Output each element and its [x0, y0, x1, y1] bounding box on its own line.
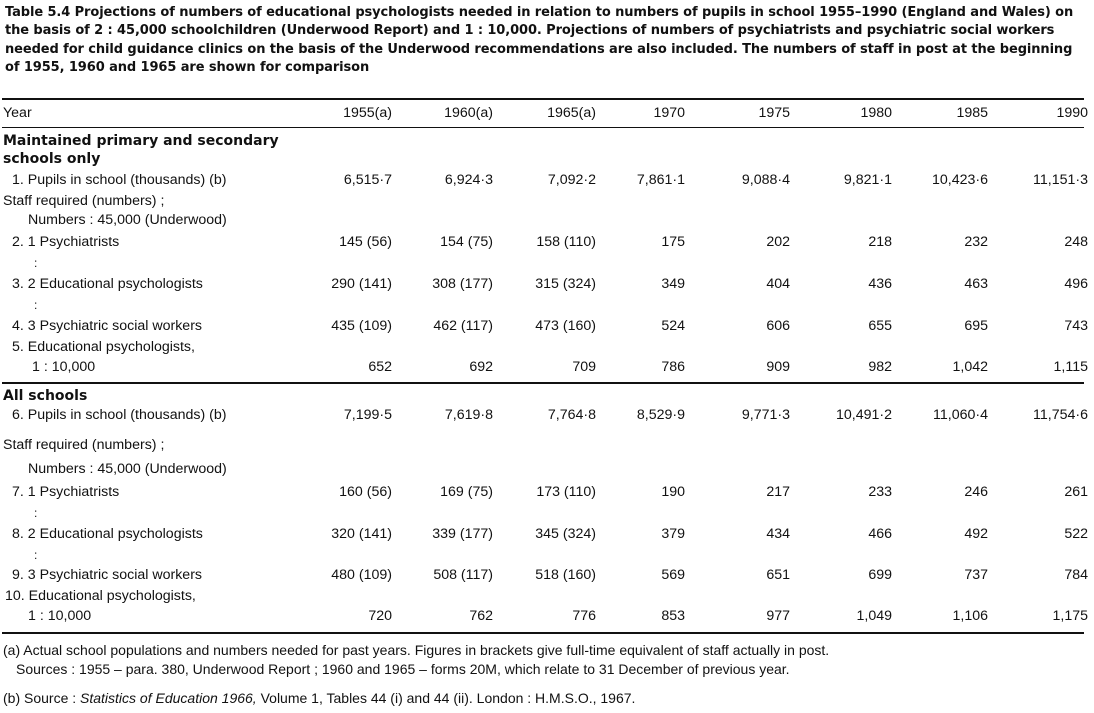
row-edpsych-all-cell: 466: [868, 526, 892, 542]
row-psw-all-cell: 508 (117): [433, 567, 493, 583]
row-label: 7. 1 Psychiatrists: [12, 484, 120, 500]
row-edpsych-maintained-cell: 349: [661, 276, 685, 292]
row-edpsych-10000-all-cell: 720: [368, 608, 392, 624]
row-label: 2. 1 Psychiatrists: [12, 234, 120, 250]
header-year-column: 1960(a): [444, 105, 493, 121]
row-edpsych-10000-all-cell: 977: [766, 608, 790, 624]
row-psychiatrists-maintained-cell: 175: [661, 234, 685, 250]
table-bottom-rule: [2, 632, 1084, 634]
row-psychiatrists-maintained-cell: 145 (56): [339, 234, 392, 250]
row-label: 6. Pupils in school (thousands) (b): [12, 407, 227, 423]
row-pupils-maintained-cell: 10,423·6: [931, 172, 988, 188]
row-psychiatrists-maintained-cell: 232: [964, 234, 988, 250]
row-edpsych-10000-maintained-cell: 786: [661, 359, 685, 375]
row-edpsych-maintained-cell: 290 (141): [331, 276, 392, 292]
row-edpsych-10000-all-cell: 1,106: [952, 608, 988, 624]
row-pupils-maintained-cell: 6,515·7: [343, 172, 392, 188]
table-title: Table 5.4 Projections of numbers of educational psychologists needed in relation to numbers of pupils in school 1955–1990 (England and Wales) on the basis of 2 : 45,000 schoolchildren (Underwood Report) and 1 : 10,000. Projections of numbers of psychiatrists and psychiatric social workers needed for child guidance clinics on the basis of the Underwood recommendations are also included. The numbers of staff in post at the beginning of 1955, 1960 and 1965 are shown for comparison: [5, 5, 1074, 76]
row-pupils-maintained-cell: 9,821·1: [843, 172, 892, 188]
row-psychiatrists-all-cell: 217: [766, 484, 790, 500]
row-edpsych-10000-all-cell: 1,049: [856, 608, 892, 624]
header-year-column: 1975: [758, 105, 790, 121]
row-edpsych-10000-all-cell: 762: [469, 608, 493, 624]
row-psw-maintained-cell: 695: [964, 318, 988, 334]
row-edpsych-all-cell: 434: [766, 526, 790, 542]
row-pupils-maintained-cell: 6,924·3: [444, 172, 493, 188]
row-label: 9. 3 Psychiatric social workers: [12, 567, 203, 583]
row-pupils-all-cell: 7,619·8: [444, 407, 493, 423]
row-psw-maintained-cell: 524: [661, 318, 685, 334]
footnote-a-line2: Sources : 1955 – para. 380, Underwood Report ; 1960 and 1965 – forms 20M, which relate to 31 December of previous year.: [16, 661, 790, 677]
row-psw-all-cell: 569: [661, 567, 685, 583]
header-year-column: 1980: [860, 105, 892, 121]
staff-required-label: Staff required (numbers) ;: [3, 193, 165, 209]
header-year-column: 1990: [1056, 105, 1088, 121]
row-psychiatrists-all-cell: 233: [868, 484, 892, 500]
row-psw-maintained-cell: 743: [1064, 318, 1088, 334]
row-label: 5. Educational psychologists,: [12, 339, 195, 355]
row-label: 10. Educational psychologists,: [5, 588, 196, 604]
row-psychiatrists-all-cell: 169 (75): [440, 484, 493, 500]
ratio-colon: :: [34, 298, 38, 312]
staff-required-label: Staff required (numbers) ;: [3, 437, 165, 453]
row-psw-all-cell: 651: [766, 567, 790, 583]
row-edpsych-all-cell: 522: [1064, 526, 1088, 542]
ratio-colon: :: [34, 548, 38, 562]
row-psw-all-cell: 699: [868, 567, 892, 583]
row-psw-all-cell: 737: [964, 567, 988, 583]
row-psychiatrists-all-cell: 261: [1064, 484, 1088, 500]
row-edpsych-all-cell: 320 (141): [331, 526, 392, 542]
footnote-b-prefix: (b) Source :: [3, 690, 81, 706]
row-psw-all-cell: 784: [1064, 567, 1088, 583]
numbers-underwood-label: Numbers : 45,000 (Underwood): [28, 212, 227, 228]
header-year-column: 1970: [653, 105, 685, 121]
header-bottom-rule: [2, 127, 1084, 128]
row-pupils-maintained-cell: 11,151·3: [1033, 172, 1088, 188]
row-psw-all-cell: 518 (160): [535, 567, 596, 583]
row-edpsych-maintained-cell: 315 (324): [535, 276, 596, 292]
row-edpsych-10000-maintained-cell: 1,042: [952, 359, 988, 375]
row-label: 4. 3 Psychiatric social workers: [12, 318, 203, 334]
header-year-column: 1965(a): [547, 105, 596, 121]
row-psw-maintained-cell: 655: [868, 318, 892, 334]
row-edpsych-maintained-cell: 496: [1064, 276, 1088, 292]
row-pupils-all-cell: 11,754·6: [1033, 407, 1088, 423]
row-psychiatrists-all-cell: 160 (56): [339, 484, 392, 500]
row-psw-maintained-cell: 435 (109): [331, 318, 392, 334]
footnote-a-line1: (a) Actual school populations and numbers needed for past years. Figures in brackets give full-time equivalent of staff actually in post.: [3, 642, 830, 658]
row-pupils-all-cell: 8,529·9: [636, 407, 685, 423]
row-edpsych-10000-all-cell: 1,175: [1052, 608, 1088, 624]
row-edpsych-maintained-cell: 404: [766, 276, 790, 292]
row-label-ratio: 1 : 10,000: [32, 359, 96, 375]
row-label: 8. 2 Educational psychologists: [12, 526, 203, 542]
section-title-maintained-2: schools only: [3, 151, 101, 167]
row-psw-all-cell: 480 (109): [331, 567, 392, 583]
ratio-colon: :: [34, 506, 38, 520]
header-year: Year: [3, 105, 32, 121]
row-psychiatrists-maintained-cell: 248: [1064, 234, 1088, 250]
row-label-ratio: 1 : 10,000: [28, 608, 92, 624]
row-psw-maintained-cell: 606: [766, 318, 790, 334]
row-edpsych-maintained-cell: 436: [868, 276, 892, 292]
row-pupils-all-cell: 9,771·3: [741, 407, 790, 423]
row-pupils-all-cell: 7,764·8: [547, 407, 596, 423]
row-pupils-all-cell: 7,199·5: [343, 407, 392, 423]
row-edpsych-10000-maintained-cell: 709: [572, 359, 596, 375]
row-label: 1. Pupils in school (thousands) (b): [12, 172, 227, 188]
row-psychiatrists-maintained-cell: 202: [766, 234, 790, 250]
row-psychiatrists-maintained-cell: 154 (75): [440, 234, 493, 250]
footnote-b-rest: Volume 1, Tables 44 (i) and 44 (ii). London : H.M.S.O., 1967.: [256, 690, 636, 706]
row-edpsych-10000-maintained-cell: 909: [766, 359, 790, 375]
row-label: 3. 2 Educational psychologists: [12, 276, 203, 292]
row-edpsych-all-cell: 345 (324): [535, 526, 596, 542]
section-title-maintained: Maintained primary and secondary: [3, 133, 279, 149]
row-pupils-maintained-cell: 9,088·4: [741, 172, 790, 188]
row-psychiatrists-all-cell: 173 (110): [536, 484, 596, 500]
row-edpsych-maintained-cell: 308 (177): [432, 276, 493, 292]
row-edpsych-10000-maintained-cell: 652: [368, 359, 392, 375]
row-edpsych-10000-all-cell: 776: [572, 608, 596, 624]
row-psw-maintained-cell: 462 (117): [433, 318, 493, 334]
footnote-b: [3, 689, 635, 707]
row-edpsych-10000-maintained-cell: 982: [868, 359, 892, 375]
numbers-underwood-label: Numbers : 45,000 (Underwood): [28, 461, 227, 477]
row-pupils-all-cell: 11,060·4: [933, 407, 988, 423]
section-title-all-schools: All schools: [3, 388, 88, 404]
footnote-b-title: Statistics of Education 1966,: [80, 690, 257, 706]
header-year-column: 1985: [956, 105, 988, 121]
row-pupils-all-cell: 10,491·2: [835, 407, 892, 423]
row-edpsych-10000-maintained-cell: 692: [469, 359, 493, 375]
row-edpsych-maintained-cell: 463: [964, 276, 988, 292]
row-pupils-maintained-cell: 7,092·2: [547, 172, 596, 188]
row-psw-maintained-cell: 473 (160): [535, 318, 596, 334]
ratio-colon: :: [34, 256, 38, 270]
header-top-rule: [2, 98, 1084, 100]
row-edpsych-all-cell: 492: [964, 526, 988, 542]
header-year-column: 1955(a): [343, 105, 392, 121]
row-edpsych-all-cell: 379: [661, 526, 685, 542]
row-psychiatrists-maintained-cell: 158 (110): [536, 234, 596, 250]
row-edpsych-10000-all-cell: 853: [661, 608, 685, 624]
row-psychiatrists-all-cell: 246: [964, 484, 988, 500]
section-divider-rule: [2, 382, 1084, 384]
row-psychiatrists-all-cell: 190: [661, 484, 685, 500]
row-psychiatrists-maintained-cell: 218: [868, 234, 892, 250]
row-edpsych-all-cell: 339 (177): [432, 526, 493, 542]
row-pupils-maintained-cell: 7,861·1: [636, 172, 685, 188]
row-edpsych-10000-maintained-cell: 1,115: [1053, 359, 1088, 375]
